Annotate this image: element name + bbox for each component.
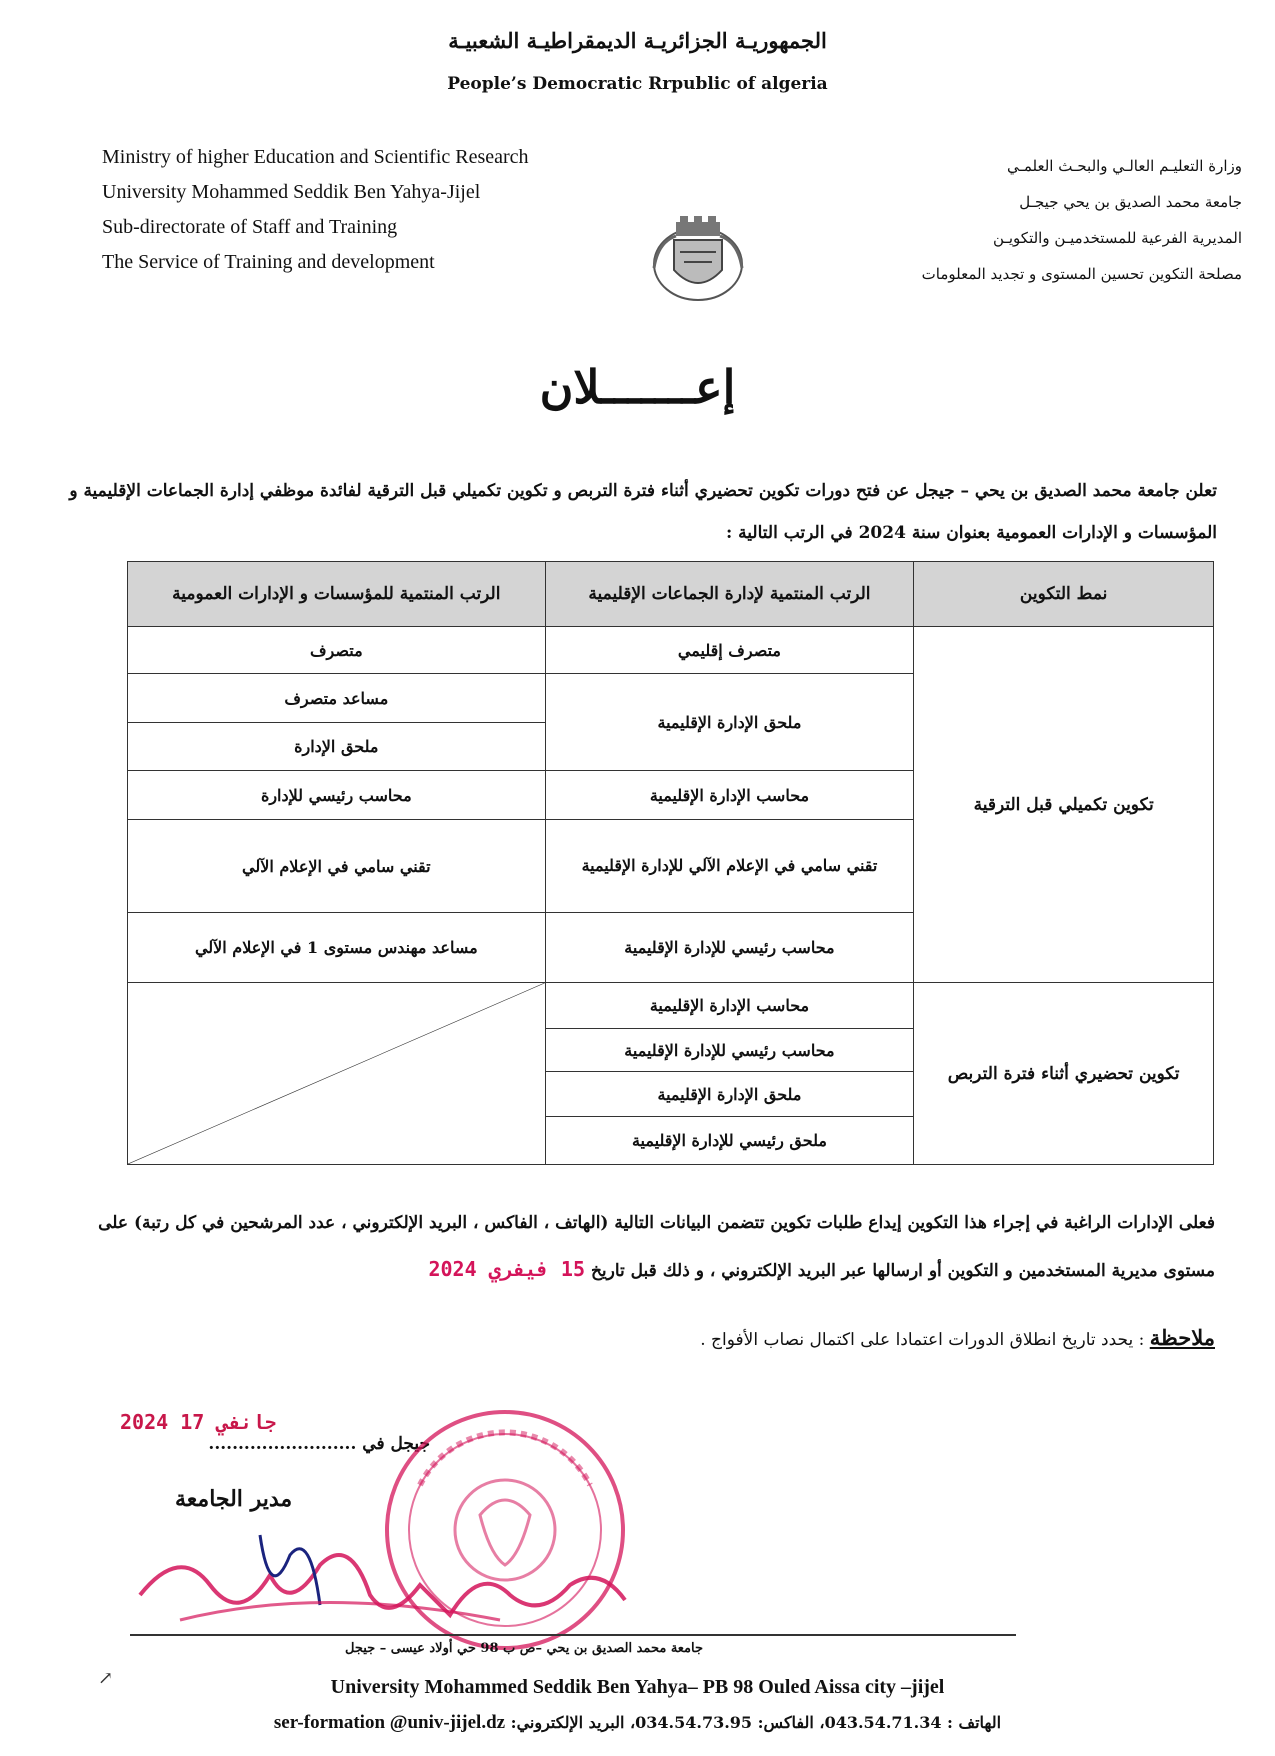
- university-name-en: University Mohammed Seddik Ben Yahya-Jijel: [102, 181, 481, 203]
- ranks-table: [127, 561, 1214, 1165]
- table-header-row: [128, 562, 1214, 627]
- public-rank-cell: متصرف: [128, 627, 546, 674]
- submission-instructions: [65, 1200, 1215, 1294]
- admin-block-english: [102, 140, 662, 280]
- local-rank-cell: متصرف إقليمي: [545, 627, 914, 674]
- remark-label: ملاحظة: [1149, 1325, 1215, 1350]
- ministry-name-en: Ministry of higher Education and Scientific Research: [102, 146, 529, 168]
- table-row: [128, 627, 1214, 674]
- local-rank-cell: ملحق الإدارة الإقليمية: [545, 1072, 914, 1117]
- training-mode-cell: تكوين تحضيري أثناء فترة التربص: [914, 983, 1214, 1165]
- header-training-mode: نمط التكوين: [914, 562, 1214, 627]
- signer-title: مدير الجامعة: [175, 1486, 293, 1512]
- remark: [700, 1325, 1215, 1350]
- footer-contact: [0, 1712, 1275, 1734]
- subdirectorate-name-ar: المديرية الفرعية للمستخدميـن والتكويـن: [993, 229, 1242, 247]
- service-name-ar: مصلحة التكوين تحسين المستوى و تجديد المعلومات: [921, 265, 1242, 283]
- service-name-en: The Service of Training and development: [102, 251, 435, 273]
- admin-block-arabic: [772, 148, 1242, 292]
- public-rank-cell: مساعد متصرف: [128, 674, 546, 723]
- footer-divider: [130, 1634, 1016, 1636]
- signature-date-stamp: 2024 جانفي 17: [120, 1410, 277, 1434]
- footer-address-english: University Mohammed Seddik Ben Yahya– PB 98 Ouled Aissa city –jijel: [330, 1676, 945, 1698]
- header-english-title: People’s Democratic Rrpublic of algeria: [447, 74, 828, 94]
- header-local-ranks: الرتب المنتمية لإدارة الجماعات الإقليمية: [545, 562, 914, 627]
- empty-diagonal-cell: [128, 983, 546, 1165]
- page-mark-icon: ↗: [98, 1668, 114, 1689]
- instructions-text: فعلى الإدارات الراغبة في إجراء هذا التكوين إيداع طلبات تكوين تتضمن البيانات التالية (الهاتف ، الفاكس ، البريد الإلكتروني ، عدد المرشحين في كل رتبة) على مستوى مديرية المستخدمين و التكوين أو ارسالها عبر البريد الإلكتروني ، و ذلك قبل تاريخ: [98, 1213, 1215, 1281]
- header-arabic-title: الجمهوريـة الجزائريـة الديمقراطيـة الشعبيـة: [448, 28, 827, 53]
- subdirectorate-name-en: Sub-directorate of Staff and Training: [102, 216, 398, 238]
- university-seal-icon: [638, 212, 758, 308]
- header-public-ranks: الرتب المنتمية للمؤسسات و الإدارات العمومية: [128, 562, 546, 627]
- public-rank-cell: تقني سامي في الإعلام الآلي: [128, 820, 546, 913]
- table-row: [128, 983, 1214, 1029]
- university-name-ar: جامعة محمد الصديق بن يحي جيجـل: [1019, 193, 1242, 211]
- announcement-title: إعـــــــلان: [539, 360, 736, 414]
- local-rank-cell: ملحق الإدارة الإقليمية: [545, 674, 914, 771]
- training-mode-cell: تكوين تكميلي قبل الترقية: [914, 627, 1214, 983]
- footer-phone-fax: الهاتف : 043.54.71.34، الفاكس: 034.54.73.95، البريد الإلكتروني:: [510, 1713, 1002, 1732]
- ministry-name-ar: وزارة التعليـم العالـي والبحـث العلمـي: [1006, 157, 1242, 175]
- footer-address-arabic: جامعة محمد الصديق بن يحي –ص ب 98 حي أولاد عيسى – جيجل: [345, 1641, 704, 1656]
- local-rank-cell: محاسب رئيسي للإدارة الإقليمية: [545, 913, 914, 983]
- local-rank-cell: محاسب رئيسي للإدارة الإقليمية: [545, 1029, 914, 1072]
- signature-place: جيجل في .........................: [208, 1434, 430, 1454]
- local-rank-cell: محاسب الإدارة الإقليمية: [545, 983, 914, 1029]
- public-rank-cell: ملحق الإدارة: [128, 723, 546, 771]
- handwritten-signature-icon: [120, 1525, 640, 1635]
- public-rank-cell: محاسب رئيسي للإدارة: [128, 771, 546, 820]
- remark-text: : يحدد تاريخ انطلاق الدورات اعتمادا على اكتمال نصاب الأفواج .: [700, 1330, 1145, 1350]
- local-rank-cell: ملحق رئيسي للإدارة الإقليمية: [545, 1117, 914, 1165]
- footer-email: ser-formation @univ-jijel.dz: [273, 1712, 506, 1733]
- local-rank-cell: تقني سامي في الإعلام الآلي للإدارة الإقليمية: [545, 820, 914, 913]
- diagonal-line: [128, 983, 545, 1164]
- deadline-stamp: 15 فيفري 2024: [428, 1257, 586, 1281]
- public-rank-cell: مساعد مهندس مستوى 1 في الإعلام الآلي: [128, 913, 546, 983]
- local-rank-cell: محاسب الإدارة الإقليمية: [545, 771, 914, 820]
- announcement-intro: تعلن جامعة محمد الصديق بن يحي – جيجل عن فتح دورات تكوين تحضيري أثناء فترة التربص و تكوين تكميلي قبل الترقية لفائدة موظفي إدارة الجماعات الإقليمية و المؤسسات و الإدارات العمومية بعنوان سنة 2024 في الرتب التالية :: [69, 481, 1217, 543]
